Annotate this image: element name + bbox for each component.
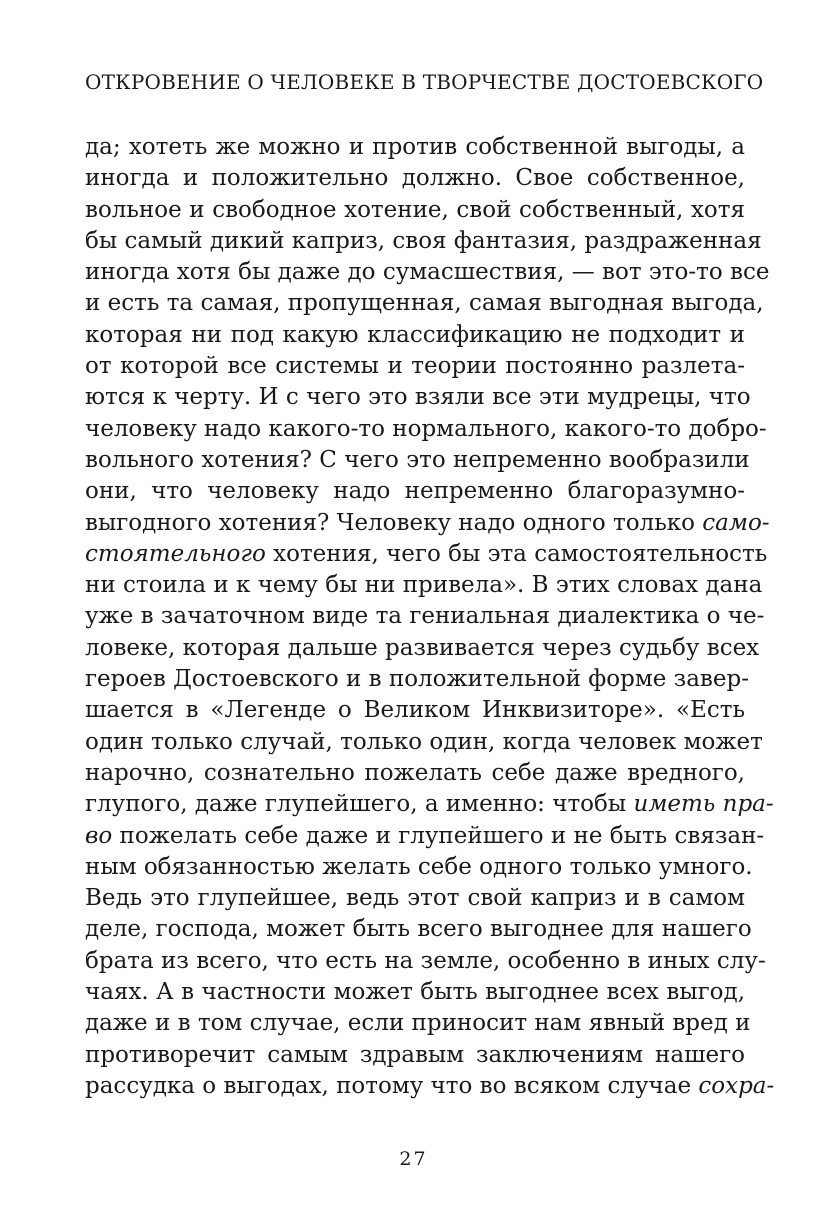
italic-segment: во (85, 822, 113, 849)
text-line: они, что человеку надо непременно благоразумно- (85, 478, 745, 505)
page-number: 27 (399, 1148, 428, 1170)
text-line: уже в зачаточном виде та гениальная диалектика о че- (85, 603, 765, 630)
text-segment: пожелать себе даже и глупейшего и не быть связан- (112, 822, 765, 849)
text-segment: выгодного хотения? Человеку надо одного только (85, 509, 703, 536)
text-line: ются к черту. И с чего это взяли все эти мудрецы, что (85, 384, 751, 411)
text-line: чаях. А в частности может быть выгоднее всех выгод, (85, 979, 745, 1006)
text-line: и есть та самая, пропущенная, самая выгодная выгода, (85, 290, 764, 317)
text-segment: глупого, даже глупейшего, а именно: чтобы (85, 791, 634, 818)
text-segment: рассудка о выгодах, потому что во всяком случае (85, 1072, 699, 1099)
text-segment: хотения, чего бы эта самостоятельность (265, 540, 768, 567)
text-line: бы самый дикий каприз, своя фантазия, раздраженная (85, 227, 762, 254)
text-line (85, 821, 765, 852)
text-line: Ведь это глупейшее, ведь этот свой каприз и в самом (85, 885, 745, 912)
text-line: шается в «Легенде о Великом Инквизиторе». «Есть (85, 697, 745, 724)
text-line: нарочно, сознательно пожелать себе даже вредного, (85, 759, 745, 786)
text-line: вольное и свободное хотение, свой собственный, хотя (85, 196, 745, 223)
italic-segment: иметь пра- (633, 791, 774, 818)
text-line: иногда и положительно должно. Свое собственное, (85, 165, 745, 192)
running-header: ОТКРОВЕНИЕ О ЧЕЛОВЕКЕ В ТВОРЧЕСТВЕ ДОСТОЕВСКОГО (85, 70, 764, 94)
text-line: противоречит самым здравым заключениям нашего (85, 1041, 745, 1068)
text-line (85, 789, 774, 820)
text-line: человеку надо какого-то нормального, какого-то добро- (85, 415, 767, 442)
italic-segment: само- (702, 509, 770, 536)
text-line: героев Достоевского и в положительной форме завер- (85, 666, 749, 693)
text-line (85, 508, 770, 539)
text-line: деле, господа, может быть всего выгоднее для нашего (85, 916, 752, 943)
text-line: ным обязанностью желать себе одного только умного. (85, 853, 753, 880)
text-line: иногда хотя бы даже до сумасшествия, — вот это-то все (85, 259, 770, 286)
text-line: брата из всего, что есть на земле, особенно в иных слу- (85, 947, 766, 974)
text-line: ни стоила и к чему бы ни привела». В этих словах дана (85, 572, 763, 599)
italic-segment: стоятельного (85, 540, 266, 567)
text-line: да; хотеть же можно и против собственной выгоды, а (85, 134, 745, 160)
text-line: один только случай, только один, когда человек может (85, 728, 763, 755)
text-line: от которой все системы и теории постоянно разлета- (85, 353, 745, 380)
italic-segment: сохра- (698, 1072, 775, 1099)
text-line: ловеке, которая дальше развивается через судьбу всех (85, 634, 760, 661)
text-line: вольного хотения? С чего это непременно вообразили (85, 446, 750, 473)
text-line: которая ни под какую классификацию не подходит и (85, 321, 745, 348)
body-text (85, 132, 775, 1102)
text-line (85, 1071, 775, 1102)
text-line: даже и в том случае, если приносит нам явный вред и (85, 1010, 751, 1037)
text-line (85, 539, 768, 570)
